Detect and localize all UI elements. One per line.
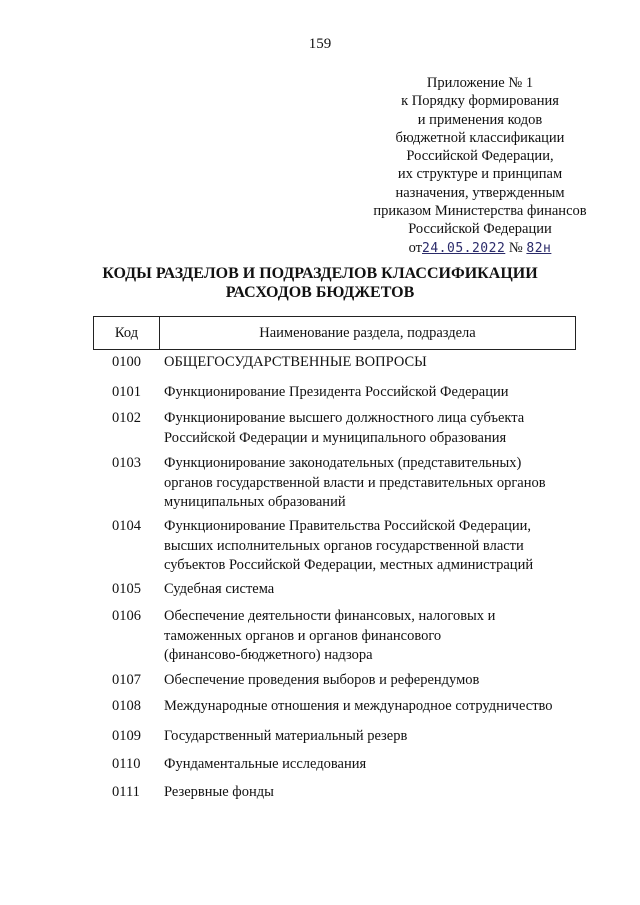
row-name-line: ОБЩЕГОСУДАРСТВЕННЫЕ ВОПРОСЫ xyxy=(164,354,427,370)
row-name xyxy=(164,353,584,373)
document-title xyxy=(60,264,580,302)
row-name-line: Судебная система xyxy=(164,581,275,597)
table-header xyxy=(93,316,576,350)
row-name-line: Международные отношения и международное сотрудничество xyxy=(164,698,553,714)
row-name xyxy=(164,454,584,513)
row-code: 0106 xyxy=(112,608,141,624)
row-name xyxy=(164,517,584,576)
row-code: 0101 xyxy=(112,384,141,400)
header-name: Наименование раздела, подраздела xyxy=(259,324,476,341)
row-name xyxy=(164,755,584,775)
approval-line: назначения, утвержденным xyxy=(395,184,565,201)
row-name-line: Государственный материальный резерв xyxy=(164,728,408,744)
row-code: 0107 xyxy=(112,672,141,688)
number-prefix: № xyxy=(508,239,523,256)
approval-block xyxy=(352,74,608,258)
row-code: 0102 xyxy=(112,410,141,426)
header-code: Код xyxy=(94,317,160,349)
approval-date-line xyxy=(352,239,608,258)
row-code: 0110 xyxy=(112,756,141,772)
row-name xyxy=(164,409,584,448)
row-name-line: Функционирование высшего должностного лица субъекта xyxy=(164,410,525,426)
row-name-line: Функционирование законодательных (представительных) xyxy=(164,455,522,471)
approval-date: 24.05.2022 xyxy=(422,240,506,256)
row-name-line: Российской Федерации и муниципального образования xyxy=(164,429,507,446)
row-code: 0109 xyxy=(112,728,141,744)
row-name-line: органов государственной власти и представительных органов xyxy=(164,474,546,491)
row-name-line: таможенных органов и органов финансового xyxy=(164,627,442,644)
row-name-line: Функционирование Президента Российской Федерации xyxy=(164,384,509,400)
row-name xyxy=(164,697,584,717)
approval-line: их структуре и принципам xyxy=(397,166,563,183)
approval-line: бюджетной классификации xyxy=(395,129,565,146)
approval-line: Российской Федерации xyxy=(408,221,552,238)
row-code: 0100 xyxy=(112,354,141,370)
row-code: 0105 xyxy=(112,581,141,597)
title-line-2: РАСХОДОВ БЮДЖЕТОВ xyxy=(225,284,415,301)
approval-line: к Порядку формирования xyxy=(401,93,559,110)
row-name-line: Резервные фонды xyxy=(164,784,274,800)
row-code: 0103 xyxy=(112,455,141,471)
approval-line: Приложение № 1 xyxy=(426,75,534,91)
row-name xyxy=(164,783,584,803)
approval-number: 82н xyxy=(526,240,552,256)
row-name xyxy=(164,383,584,403)
row-name-line: Функционирование Правительства Российской Федерации, xyxy=(164,518,532,534)
row-name-line: субъектов Российской Федерации, местных администраций xyxy=(164,557,534,573)
row-name-line: высших исполнительных органов государственной власти xyxy=(164,537,524,554)
row-name-line: (финансово-бюджетного) надзора xyxy=(164,647,373,663)
row-name xyxy=(164,607,584,666)
row-code: 0111 xyxy=(112,784,140,800)
row-code: 0104 xyxy=(112,518,141,534)
row-name-line: Обеспечение деятельности финансовых, налоговых и xyxy=(164,608,496,624)
approval-line: приказом Министерства финансов xyxy=(373,203,587,220)
row-name xyxy=(164,671,584,691)
row-name-line: Фундаментальные исследования xyxy=(164,756,367,772)
row-name-line: муниципальных образований xyxy=(164,494,346,510)
approval-line: Российской Федерации, xyxy=(406,148,554,165)
date-prefix: от xyxy=(408,239,423,256)
row-name xyxy=(164,580,584,600)
title-line-1: КОДЫ РАЗДЕЛОВ И ПОДРАЗДЕЛОВ КЛАССИФИКАЦИИ xyxy=(102,265,538,282)
approval-line: и применения кодов xyxy=(417,111,543,128)
row-code: 0108 xyxy=(112,698,141,714)
row-name-line: Обеспечение проведения выборов и референдумов xyxy=(164,672,480,688)
page-number: 159 xyxy=(308,36,332,52)
row-name xyxy=(164,727,584,747)
